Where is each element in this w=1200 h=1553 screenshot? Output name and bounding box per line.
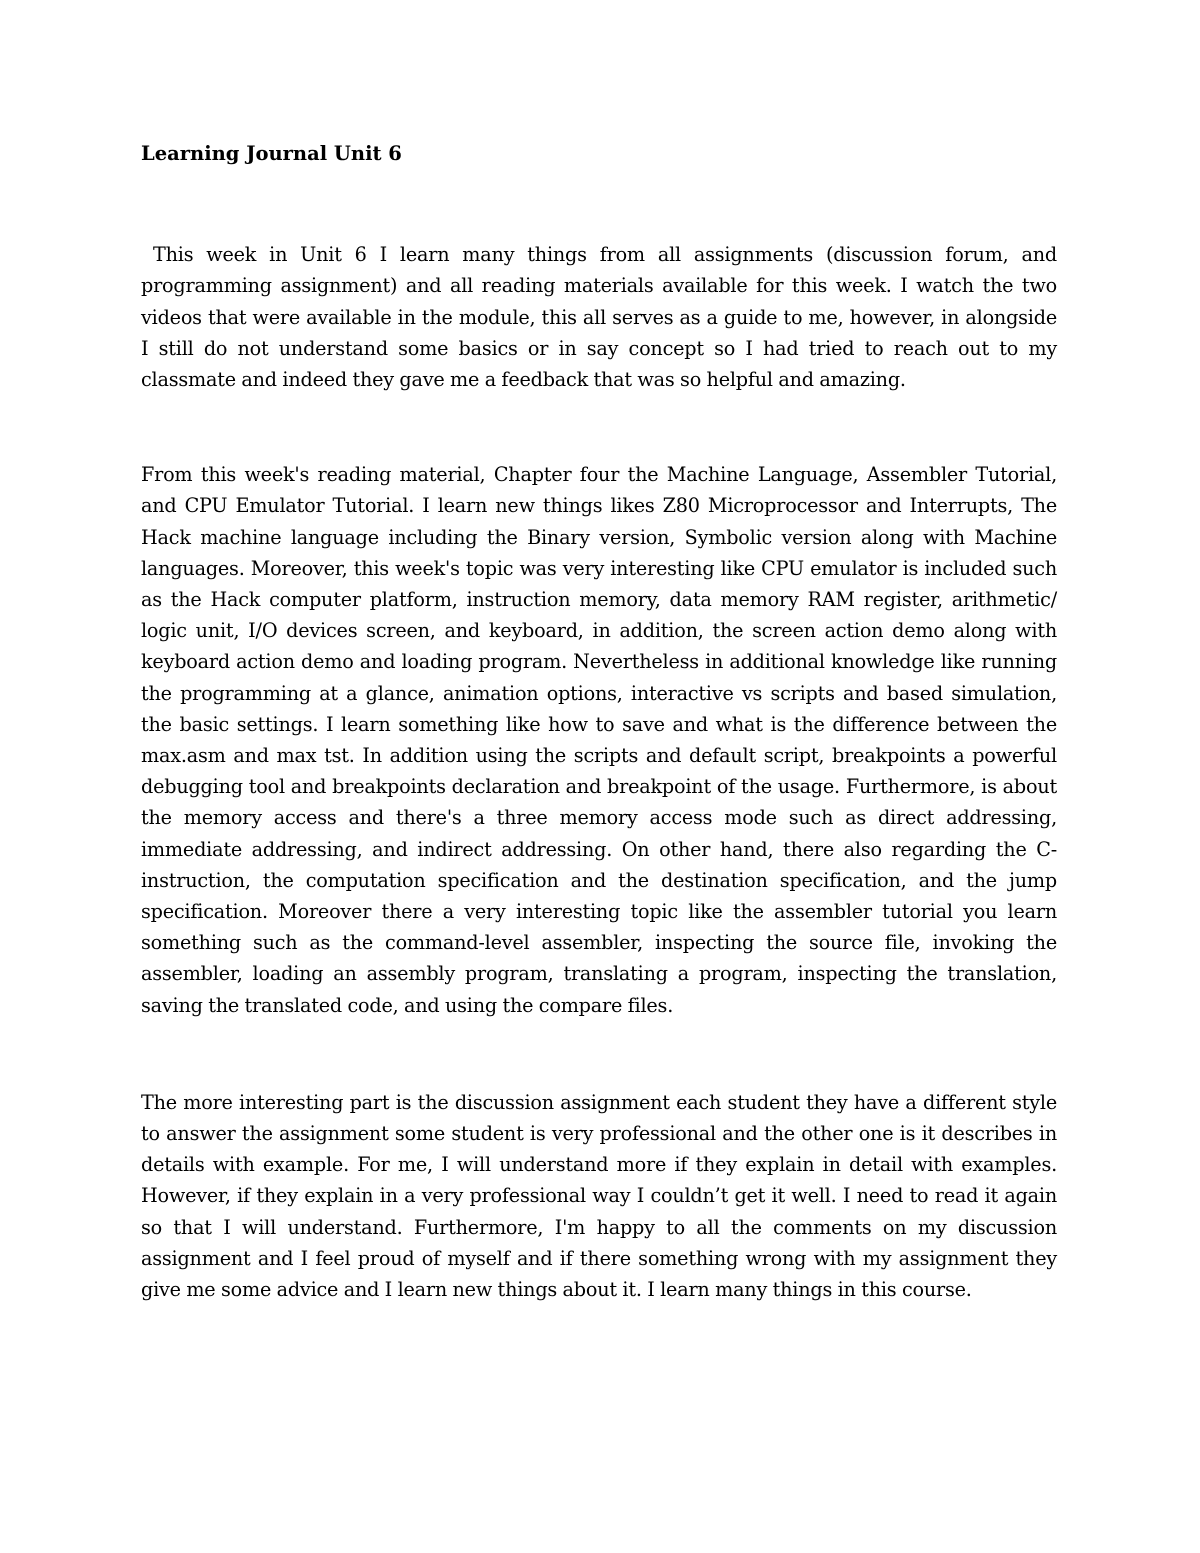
paragraph-2: From this week's reading material, Chapter four the Machine Language, Assembler Tutorial, and CPU Emulator Tutorial. I learn new things likes Z80 Microprocessor and Interrupts, The Hack machine language including the Binary version, Symbolic version along with Machine languages. Moreover, this week's topic was very interesting like CPU emulator is included such as the Hack computer platform, instruction memory, data memory RAM register, arithmetic/ logic unit, I/O devices screen, and keyboard, in addition, the screen action demo along with keyboard action demo and loading program. Nevertheless in additional knowledge like running the programming at a glance, animation options, interactive vs scripts and based simulation, the basic settings. I learn something like how to save and what is the difference between the max.asm and max tst. In addition using the scripts and default script, breakpoints a powerful debugging tool and breakpoints declaration and breakpoint of the usage. Furthermore, is about the memory access and there's a three memory access mode such as direct addressing, immediate addressing, and indirect addressing. On other hand, there also regarding the C-instruction, the computation specification and the destination specification, and the jump specification. Moreover there a very interesting topic like the assembler tutorial you learn something such as the command-level assembler, inspecting the source file, invoking the assembler, loading an assembly program, translating a program, inspecting the translation, saving the translated code, and using the compare files. — [141, 463, 1057, 1017]
document-body — [141, 138, 1057, 1305]
document-title: Learning Journal Unit 6 — [141, 142, 402, 165]
paragraph-1: This week in Unit 6 I learn many things from all assignments (discussion forum, and programming assignment) and all reading materials available for this week. I watch the two videos that were available in the module, this all serves as a guide to me, however, in alongside I still do not understand some basics or in say concept so I had tried to reach out to my classmate and indeed they gave me a feedback that was so helpful and amazing. — [141, 243, 1057, 392]
paragraph-3: The more interesting part is the discussion assignment each student they have a different style to answer the assignment some student is very professional and the other one is it describes in details with example. For me, I will understand more if they explain in detail with examples. However, if they explain in a very professional way I couldn’t get it well. I need to read it again so that I will understand. Furthermore, I'm happy to all the comments on my discussion assignment and I feel proud of myself and if there something wrong with my assignment they give me some advice and I learn new things about it. I learn many things in this course. — [141, 1090, 1057, 1302]
